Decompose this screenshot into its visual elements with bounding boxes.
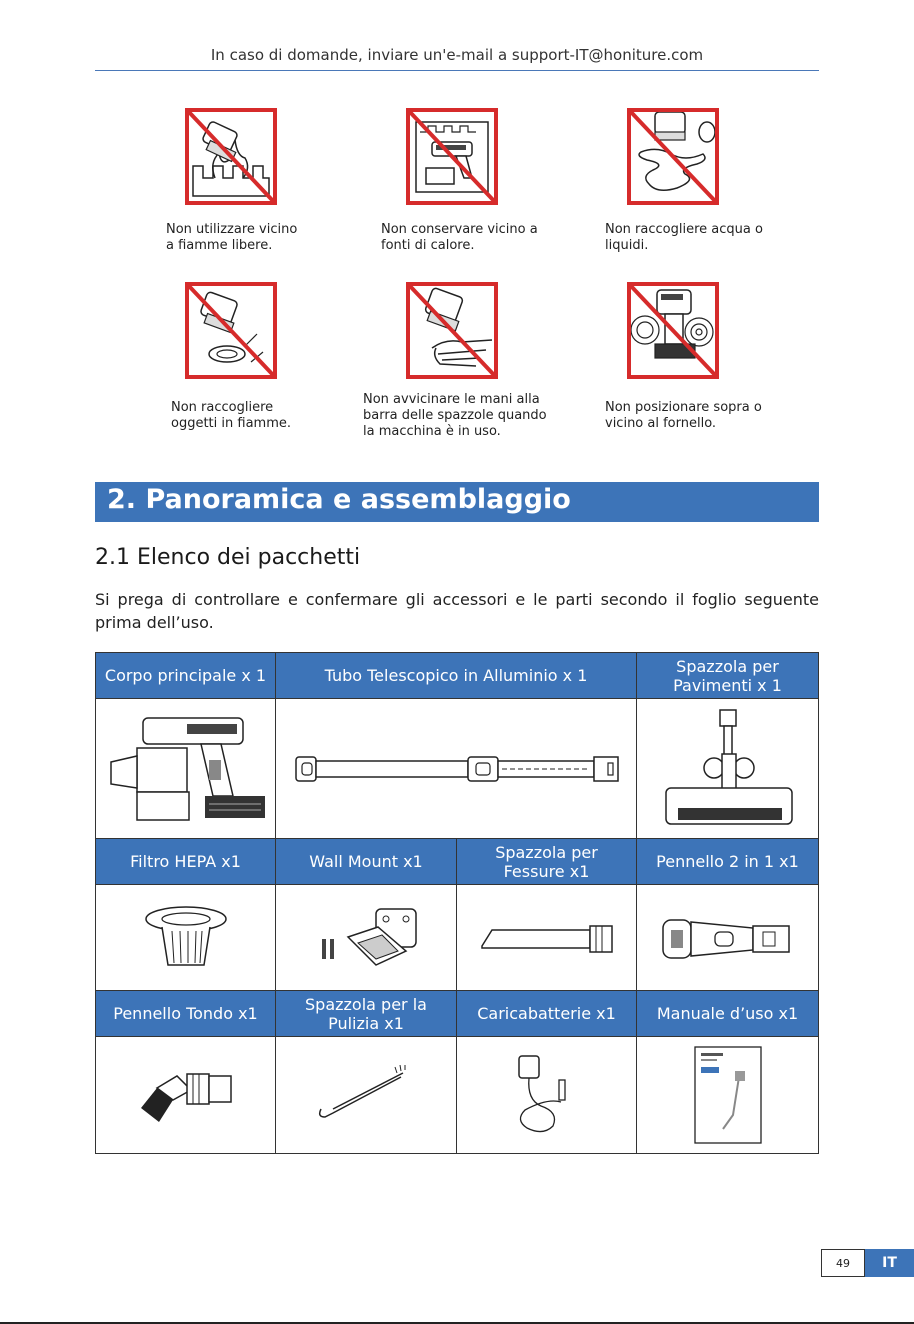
section-heading-bar (95, 482, 819, 522)
subsection-title: 2.1 Elenco dei pacchetti (95, 545, 361, 570)
table-header-cell: Spazzola per la Pulizia x1 (276, 991, 457, 1037)
section-title: 2. Panoramica e assemblaggio (107, 484, 571, 515)
table-header-cell: Wall Mount x1 (276, 839, 457, 885)
table-image-cell (276, 885, 457, 991)
table-header-cell: Caricabatterie x1 (457, 991, 637, 1037)
wall-mount-image (306, 903, 426, 973)
floor-brush-image (648, 704, 808, 834)
round-brush-image (131, 1060, 241, 1130)
table-image-cell (276, 1037, 457, 1153)
intro-paragraph: Si prega di controllare e confermare gli accessori e le parti secondo il foglio seguente prima dell’uso. (95, 590, 819, 632)
user-manual-image (693, 1045, 763, 1145)
warning-caption: Non raccogliere acqua o liquidi. (605, 222, 763, 253)
main-body-image (101, 704, 271, 834)
table-image-cell (96, 1037, 276, 1153)
hepa-filter-image (136, 903, 236, 973)
no-open-flame-icon (185, 108, 277, 205)
crevice-brush-image (472, 918, 622, 958)
language-tab: IT (865, 1249, 914, 1277)
table-header-cell: Tubo Telescopico in Alluminio x 1 (276, 653, 637, 699)
cleaning-brush-tool-image (311, 1065, 421, 1125)
table-header-cell: Spazzola per Fessure x1 (457, 839, 637, 885)
warning-caption: Non conservare vicino a fonti di calore. (381, 222, 538, 253)
no-hands-near-brush-icon (406, 282, 498, 379)
header-rule (95, 70, 819, 71)
table-image-cell (96, 885, 276, 991)
table-image-cell (276, 699, 637, 839)
table-image-cell (637, 885, 818, 991)
table-header-cell: Corpo principale x 1 (96, 653, 276, 699)
package-list-table (95, 652, 819, 1154)
table-header-cell: Manuale d’uso x1 (637, 991, 818, 1037)
no-liquids-icon (627, 108, 719, 205)
telescopic-tube-image (286, 749, 626, 789)
page-number: 49 (821, 1249, 865, 1277)
table-image-cell (637, 699, 818, 839)
table-header-cell: Pennello Tondo x1 (96, 991, 276, 1037)
table-image-cell (96, 699, 276, 839)
warning-caption: Non posizionare sopra o vicino al fornello. (605, 400, 762, 431)
table-header-cell: Filtro HEPA x1 (96, 839, 276, 885)
table-header-cell: Spazzola per Pavimenti x 1 (637, 653, 818, 699)
charger-image (507, 1050, 587, 1140)
warning-caption: Non utilizzare vicino a fiamme libere. (166, 222, 298, 253)
page-header-contact: In caso di domande, inviare un'e-mail a support-IT@honiture.com (210, 46, 704, 64)
table-header-cell: Pennello 2 in 1 x1 (637, 839, 818, 885)
two-in-one-brush-image (653, 908, 803, 968)
no-heat-source-icon (406, 108, 498, 205)
warning-caption: Non raccogliere oggetti in fiamme. (171, 400, 291, 431)
table-image-cell (637, 1037, 818, 1153)
no-stove-icon (627, 282, 719, 379)
table-image-cell (457, 885, 637, 991)
no-burning-objects-icon (185, 282, 277, 379)
warning-caption: Non avvicinare le mani alla barra delle spazzole quando la macchina è in uso. (363, 392, 547, 439)
table-image-cell (457, 1037, 637, 1153)
